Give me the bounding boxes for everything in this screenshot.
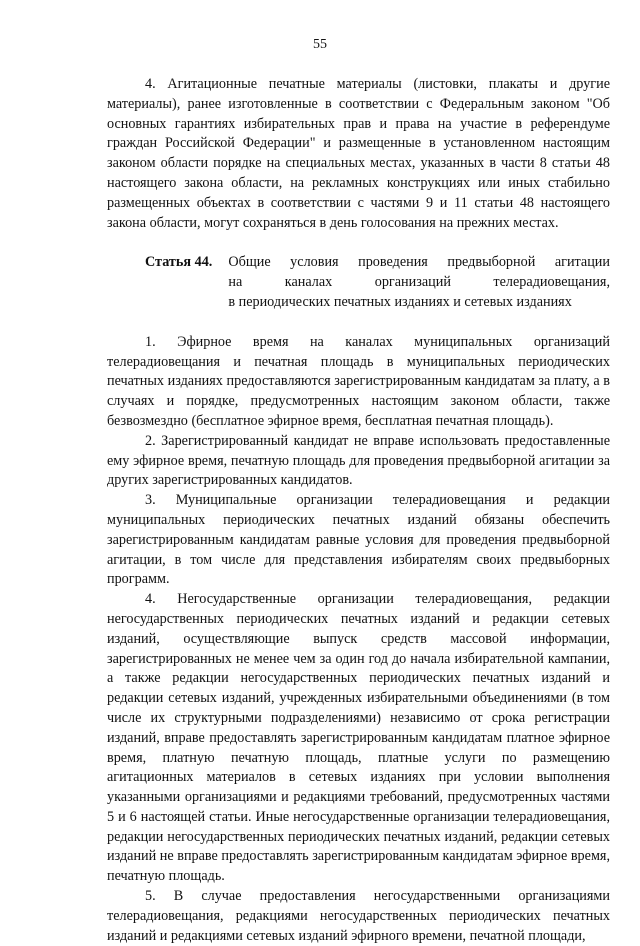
document-body — [107, 75, 610, 946]
article-title-line: в периодических печатных изданиях и сетевых изданиях — [228, 293, 572, 310]
article-paragraph-1: 1. Эфирное время на каналах муниципальных организаций телерадиовещания и печатная площадь в муниципальных периодических печатных изданиях предоставляются зарегистрированным кандидатам за плату, а в случаях и порядке, предусмотренных настоящим законом области, также безвозмездно (бесплатное эфирное время, бесплатная печатная площадь). — [107, 333, 610, 429]
intro-paragraph: 4. Агитационные печатные материалы (листовки, плакаты и другие материалы), ранее изготовленные в соответствии с Федеральным законом "Об основных гарантиях избирательных прав и права на участие в референдуме граждан Российской Федерации" и размещенные в установленном настоящим законом области порядке на специальных местах, указанных в части 8 статьи 48 настоящего закона области, на рекламных конструкциях или иных стабильно размещенных объектах в соответствии с частями 9 и 11 статьи 48 настоящего закона области, могут сохраняться в день голосования на прежних местах. — [107, 76, 610, 231]
article-heading — [107, 253, 610, 312]
article-title-line: на каналах организаций телерадиовещания, — [228, 274, 610, 291]
article-title-line: Общие условия проведения предвыборной агитации — [228, 254, 610, 271]
article-paragraph-2: 2. Зарегистрированный кандидат не вправе использовать предоставленные ему эфирное время, печатную площадь для проведения предвыборной агитации за других зарегистрированных кандидатов. — [107, 432, 610, 489]
article-paragraph-4: 4. Негосударственные организации телерадиовещания, редакции негосударственных периодических печатных изданий и редакции сетевых изданий, осуществляющие выпуск средств массовой информации, зарегистрированных не менее чем за один год до начала избирательной кампании, а также редакции негосударственных периодических печатных изданий и редакции сетевых изданий, учрежденных избирательными объединениями (в том числе их структурными подразделениями) независимо от срока регистрации изданий, вправе предоставлять зарегистрированным кандидатам платное эфирное время, платную печатную площадь, платные услуги по размещению агитационных материалов в сетевых изданиях при условии выполнения указанными организациями и редакциями требований, предусмотренных частями 5 и 6 настоящей статьи. Иные негосударственные организации телерадиовещания, редакции негосударственных периодических печатных изданий, редакции сетевых изданий не вправе предоставлять зарегистрированным кандидатам эфирное время, печатную площадь. — [107, 591, 610, 885]
article-paragraph-5: 5. В случае предоставления негосударственными организациями телерадиовещания, редакциями негосударственных периодических печатных изданий и редакциями сетевых изданий эфирного времени, печатной площади, — [107, 888, 610, 944]
page-number: 55 — [313, 37, 327, 52]
article-label: Статья 44. — [145, 254, 213, 271]
article-title — [228, 253, 610, 312]
article-paragraph-3: 3. Муниципальные организации телерадиовещания и редакции муниципальных периодических печатных изданий обязаны обеспечить зарегистрированным кандидатам равные условия для проведения предвыборной агитации, в том числе для представления избирателям своих предвыборных программ. — [107, 492, 610, 588]
